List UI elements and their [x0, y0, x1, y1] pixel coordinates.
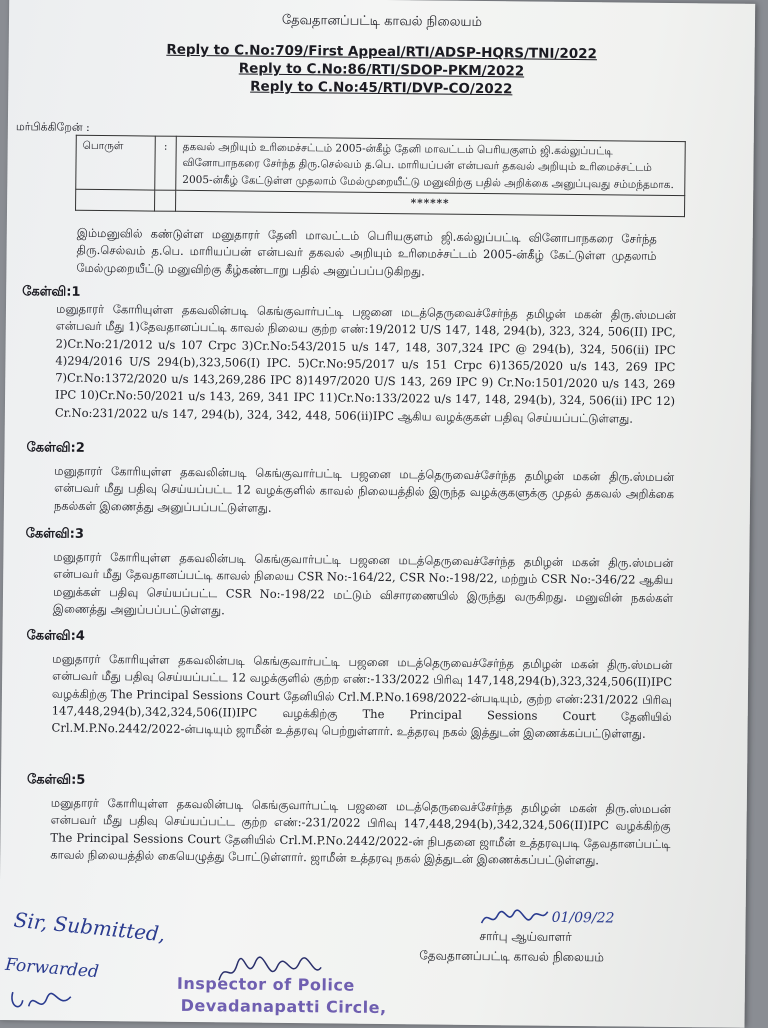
- officer-signature-scribble: [479, 905, 549, 932]
- submission-label: மர்பிக்கிறேன் :: [15, 120, 90, 134]
- signature-date: 01/09/22: [551, 909, 615, 927]
- signer-station: தேவதானப்பட்டி காவல் நிலையம்: [419, 948, 605, 965]
- intro-paragraph: இம்மனுவில் கண்டுள்ள மனுதாரர் தேனி மாவட்டம் பெரியகுளம் ஜி.கல்லுப்பட்டி வினோபாநகரை சேர்ந்த திரு.செல்வம் த.பெ. மாரியப்பன் என்பவர் தகவல் அறியும் உரிமைச்சட்டம் 2005-ன்கீழ் கேட்டுள்ள முதலாம் மேல்முறையீட்டு மனுவிற்கு கீழ்கண்டாறு பதில் அனுப்பப்படுகிறது.: [76, 225, 657, 278]
- subject-table: [75, 135, 686, 217]
- stamp-inspector-title: Inspector of Police: [176, 973, 355, 995]
- question-heading-4: கேள்வி:4: [26, 628, 85, 644]
- handwritten-submitted-note: Sir, Submitted,: [12, 907, 167, 947]
- question-heading-5: கேள்வி:5: [26, 772, 86, 788]
- subject-text: தகவல் அறியும் உரிமைச்சட்டம் 2005-ன்கீழ் தேனி மாவட்டம் பெரியகுளம் ஜி.கல்லுப்பட்டி வினோபாநகரை சேர்ந்த திரு.செல்வம் த.பெ. மாரியப்பன் என்பவர் தகவல் அறியும் உரிமைச்சட்டம் 2005-ன்கீழ் கேட்டுள்ள முதலாம் மேல்முறையீட்டு மனுவிற்கு பதில் அறிக்கை அனுப்புவது சம்மந்தமாக.: [176, 136, 686, 195]
- reply-reference-3: Reply to C.No:45/RTI/DVP-CO/2022: [250, 78, 513, 98]
- answer-4: மனுதாரர் கோரியுள்ள தகவலின்படி கெங்குவார்பட்டி பஜனை மடத்தெருவைச்சேர்ந்த தமிழன் மகன் திரு.ஸ்மபன் என்பவர் மீது பதிவு செய்யப்பட்ட 12 வழக்குளில் குற்ற எண்:-133/2022 பிரிவு 147,148,294(b),323,324,506(II)IPC வழக்கிற்கு The Principal Sessions Court தேனியில் Crl.M.P.No.1698/2022-ன்படியும், குற்ற எண்:231/2022 பிரிவு 147,448,294(b),342,324,506(II)IPC வழக்கிற்கு The Principal Sessions Court தேனியில் Crl.M.P.No.2442/2022-ன்படியும் ஜாமீன் உத்தரவு பெற்றுள்ளார். உத்தரவு நகல் இத்துடன் இணைக்கப்பட்டுள்ளது.: [51, 651, 673, 741]
- question-heading-3: கேள்வி:3: [25, 526, 85, 542]
- reply-reference-1: Reply to C.No:709/First Appeal/RTI/ADSP-HQRS/TNI/2022: [166, 41, 598, 63]
- subject-stars: ******: [176, 190, 685, 217]
- question-heading-1: கேள்வி:1: [22, 284, 81, 300]
- answer-2: மனுதாரர் கோரியுள்ள தகவலின்படி கெங்குவார்பட்டி பஜனை மடத்தெருவைச்சேர்ந்த தமிழன் மகன் திரு.ஸ்மபன் என்பவர் மீது பதிவு செய்யப்பட்ட 12 வழக்குளில் காவல் நிலையத்தில் இருந்த வழக்குகளுக்கு முதல் தகவல் அறிக்கை நகல்கள் இணைத்து அனுப்பப்பட்டுள்ளது.: [53, 463, 675, 515]
- signer-title: சார்பு ஆய்வாளர்: [479, 929, 572, 944]
- stamp-circle-name: Devadanapatti Circle,: [180, 995, 387, 1018]
- question-heading-2: கேள்வி:2: [26, 440, 85, 456]
- subject-label: பொருள்: [76, 135, 156, 190]
- answer-1: மனுதாரர் கோரியுள்ள தகவலின்படி கெங்குவார்பட்டி பஜனை மடத்தெருவைச்சேர்ந்த தமிழன் மகன் திரு.ஸ்மபன் என்பவர் மீது 1)தேவதானப்பட்டி காவல் நிலைய குற்ற எண்:19/2012 U/S 147, 148, 294(b), 323, 324, 506(II) IPC, 2)Cr.No:21/2012 u/s 107 Crpc 3)Cr.No:543/2015 u/s 147, 148, 307,324 IPC @ 294(b), 324, 506(ii) IPC 4)294/2016 U/S 294(b),323,506(I) IPC. 5)Cr.No:95/2017 u/s 151 Crpc 6)1365/2020 u/s 143, 269 IPC 7)Cr.No:1372/2020 u/s 143,269,286 IPC 8)1497/2020 U/S 143, 269 IPC 9) Cr.No:1501/2020 u/s 143, 269 IPC 10)Cr.No:50/2021 u/s 143, 269, 341 IPC 11)Cr.No:133/2022 u/s 147, 148, 294(b), 324, 506(ii) IPC 12) Cr.No:231/2022 u/s 147, 294(b), 324, 342, 448, 506(ii)IPC ஆகிய வழக்குகள் பதிவு செய்யப்பட்டுள்ளது.: [54, 301, 677, 426]
- reply-reference-2: Reply to C.No:86/RTI/SDOP-PKM/2022: [238, 60, 525, 80]
- subject-colon: :: [155, 136, 177, 190]
- forwarding-signature-scribble: [7, 986, 77, 1017]
- handwritten-forwarded-note: Forwarded: [4, 954, 100, 983]
- station-heading: தேவதானப்பட்டி காவல் நிலையம்: [281, 12, 483, 31]
- answer-5: மனுதாரர் கோரியுள்ள தகவலின்படி கெங்குவார்பட்டி பஜனை மடத்தெருவைச்சேர்ந்த தமிழன் மகன் திரு.ஸ்மபன் என்பவர் மீது பதிவு செய்யப்பட்ட குற்ற எண்:-231/2022 பிரிவு 147,448,294(b),342,324,506(II)IPC வழக்கிற்கு The Principal Sessions Court தேனியில் Crl.M.P.No.2442/2022-ன் நிபதனை ஜாமீன் உத்தரவுபடி தேவதானப்பட்டி காவல் நிலையத்தில் கையெழுத்து போட்டுள்ளார். ஜாமீன் உத்தரவு நகல் இத்துடன் இணைக்கப்பட்டுள்ளது.: [50, 795, 671, 868]
- answer-3: மனுதாரர் கோரியுள்ள தகவலின்படி கெங்குவார்பட்டி பஜனை மடத்தெருவைச்சேர்ந்த தமிழன் மகன் திரு.ஸ்மபன் என்பவர் மீது தேவதானப்பட்டி காவல் நிலைய CSR No:-164/22, CSR No:-198/22, மற்றும் CSR No:-346/22 ஆகிய மனுக்கள் பதிவு செய்யப்பட்ட CSR No:-198/22 மட்டும் விசாரணையில் இருந்து வருகிறது. மனுவின் நகல்கள் இணைத்து அனுப்பப்பட்டுள்ளது.: [52, 549, 674, 618]
